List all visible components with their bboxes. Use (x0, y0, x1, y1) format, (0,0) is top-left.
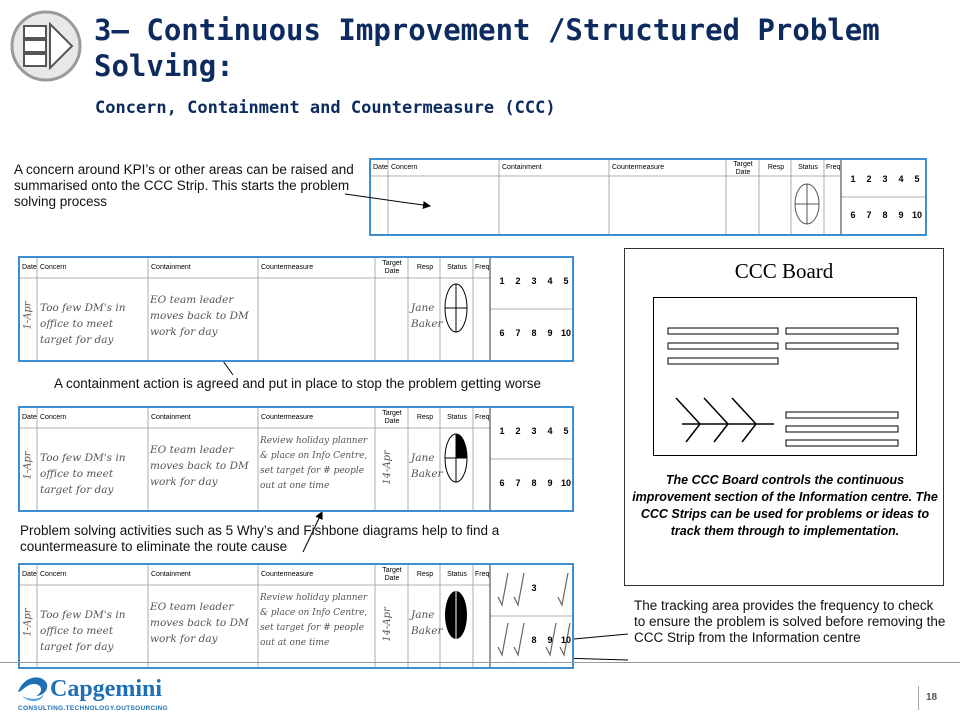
freq-cell: 10 (560, 635, 571, 645)
header-concern: Concern (40, 571, 67, 578)
freq-cell: 5 (563, 276, 569, 286)
freq-cell: 9 (547, 635, 553, 645)
header-countermeasure: Countermeasure (261, 571, 314, 578)
header-resp: Resp (767, 164, 785, 171)
page-number-separator (918, 686, 919, 710)
entry-containment: EO team leader moves back to DM work for day (150, 444, 249, 488)
header-freq: Freq (475, 571, 490, 578)
freq-cell: 10 (560, 478, 571, 488)
note-tracking: The tracking area provides the frequency to check to ensure the problem is solved before removing the CCC Strip from the Information centre (634, 598, 946, 645)
page-title-line1: 3– Continuous Improvement /Structured Problem (94, 13, 880, 47)
freq-cell: 10 (911, 210, 922, 220)
entry-date: 1-Apr (22, 608, 34, 637)
header-date: Date (22, 264, 37, 271)
header-containment: Containment (151, 414, 191, 421)
entry-countermeasure: Review holiday planner & place on Info Centre, set target for # people out at one time (260, 436, 368, 491)
freq-cell: 2 (515, 426, 521, 436)
freq-cell: 3 (531, 426, 537, 436)
ccc-strip-countermeasure (18, 563, 574, 669)
ccc-strip-concern (18, 256, 574, 362)
freq-cell: 10 (560, 328, 571, 338)
freq-cell: 9 (547, 478, 553, 488)
board-title: CCC Board (734, 259, 834, 283)
header-resp: Resp (416, 264, 434, 271)
freq-cell: 3 (531, 276, 537, 286)
header-freq: Freq (475, 264, 490, 271)
note-concern: A concern around KPI’s or other areas can be raised and summarised onto the CCC Strip. This starts the problem solving process (14, 162, 354, 209)
note-problem-solving: Problem solving activities such as 5 Why’s and Fishbone diagrams help to find a countermeasure to eliminate the route cause (20, 523, 500, 554)
freq-cell: 1 (499, 276, 505, 286)
ccc-strip-containment (18, 406, 574, 512)
header-date: Date (22, 571, 37, 578)
entry-target-date: 14-Apr (381, 607, 393, 642)
header-target-date: Target Date (382, 410, 402, 425)
entry-resp: Jane Baker (411, 609, 443, 637)
entry-containment: EO team leader moves back to DM work for day (150, 601, 249, 645)
entry-resp: Jane Baker (411, 452, 443, 480)
freq-cell: 4 (547, 276, 553, 286)
header-date: Date (22, 414, 37, 421)
freq-cell: 7 (515, 478, 521, 488)
footer-divider (0, 662, 960, 663)
header-countermeasure: Countermeasure (261, 264, 314, 271)
board-diagram (654, 298, 916, 455)
freq-cell: 4 (898, 174, 904, 184)
header-freq: Freq (826, 164, 841, 171)
freq-cell: 6 (850, 210, 856, 220)
header-containment: Containment (502, 164, 542, 171)
entry-date: 1-Apr (22, 451, 34, 480)
entry-countermeasure: Review holiday planner & place on Info Centre, set target for # people out at one time (260, 593, 368, 648)
freq-cell: 2 (866, 174, 872, 184)
status-indicator (445, 284, 467, 332)
header-status: Status (447, 264, 467, 271)
freq-cell: 8 (882, 210, 888, 220)
status-indicator (445, 434, 467, 482)
freq-cell: 9 (547, 328, 553, 338)
page-title-line2: Solving: (94, 49, 234, 83)
header-concern: Concern (391, 164, 418, 171)
header-countermeasure: Countermeasure (612, 164, 665, 171)
board-description: The CCC Board controls the continuous improvement section of the Information centre. The CCC Strips can be used for problems or ideas to track them through to implementation. (632, 473, 938, 538)
freq-cell: 9 (898, 210, 904, 220)
header-countermeasure: Countermeasure (261, 414, 314, 421)
entry-containment: EO team leader moves back to DM work for day (150, 294, 249, 338)
entry-concern: Too few DM's in office to meet target for day (40, 609, 126, 653)
arrow-concern (345, 194, 430, 206)
freq-cell: 5 (563, 426, 569, 436)
freq-cell: 3 (531, 583, 537, 593)
header-target-date: Target Date (733, 161, 753, 176)
entry-resp: Jane Baker (411, 302, 443, 330)
ccc-board (624, 248, 944, 586)
entry-concern: Too few DM's in office to meet target for day (40, 452, 126, 496)
entry-date: 1-Apr (22, 301, 34, 330)
brand-tagline: CONSULTING.TECHNOLOGY.OUTSOURCING (18, 705, 168, 712)
freq-cell: 6 (499, 478, 505, 488)
note-containment: A containment action is agreed and put in place to stop the problem getting worse (53, 376, 542, 391)
freq-cell: 8 (531, 328, 537, 338)
header-target-date: Target Date (382, 567, 402, 582)
entry-target-date: 14-Apr (381, 450, 393, 485)
header-date: Date (373, 164, 388, 171)
freq-cell: 6 (499, 328, 505, 338)
header-status: Status (447, 571, 467, 578)
header-status: Status (447, 414, 467, 421)
page-subtitle: Concern, Containment and Countermeasure (CCC) (95, 98, 556, 118)
freq-cell: 8 (531, 478, 537, 488)
header-concern: Concern (40, 264, 67, 271)
header-resp: Resp (416, 414, 434, 421)
board-panel (653, 297, 917, 456)
freq-cell: 1 (850, 174, 856, 184)
header-containment: Containment (151, 571, 191, 578)
capgemini-spade-icon (14, 670, 204, 712)
freq-cell: 3 (882, 174, 888, 184)
fishbone-icon (676, 398, 774, 442)
freq-cell: 2 (515, 276, 521, 286)
page-number: 18 (926, 692, 938, 703)
header-target-date: Target Date (382, 260, 402, 275)
header-concern: Concern (40, 414, 67, 421)
status-indicator (445, 591, 467, 639)
freq-cell: 7 (515, 328, 521, 338)
header-containment: Containment (151, 264, 191, 271)
freq-cell: 8 (531, 635, 537, 645)
freq-cell: 1 (499, 426, 505, 436)
freq-cell: 5 (914, 174, 920, 184)
header-freq: Freq (475, 414, 490, 421)
entry-concern: Too few DM's in office to meet target for day (40, 302, 126, 346)
freq-cell: 4 (547, 426, 553, 436)
freq-cell: 7 (866, 210, 872, 220)
header-resp: Resp (416, 571, 434, 578)
capgemini-logo (14, 670, 204, 712)
brand-name: Capgemini (50, 676, 163, 702)
header-status: Status (798, 164, 818, 171)
